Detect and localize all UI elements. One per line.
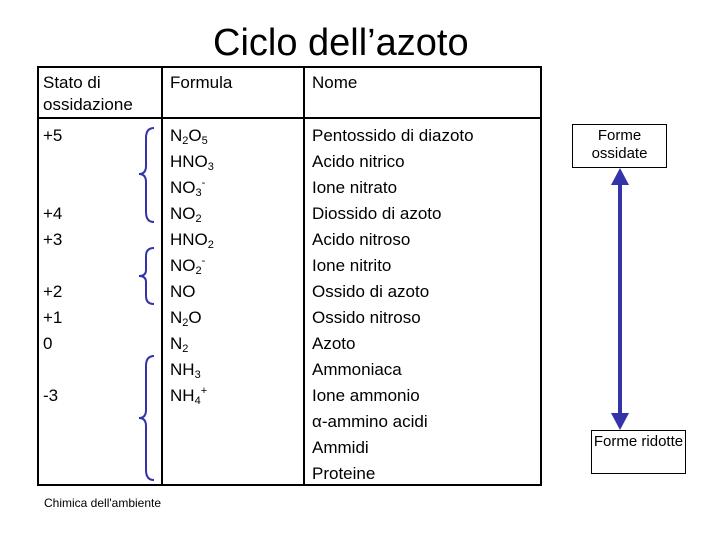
brace-oxidized-icon bbox=[139, 128, 154, 222]
formula-base: NO bbox=[170, 282, 196, 301]
compound-name: Acido nitroso bbox=[312, 230, 411, 249]
formula-sup: - bbox=[201, 177, 206, 189]
formula-cell bbox=[170, 149, 214, 175]
header-oxidation bbox=[43, 72, 133, 116]
formula-base: N bbox=[170, 308, 183, 327]
formula-base: N bbox=[170, 334, 183, 353]
formula-sub1: 2 bbox=[195, 213, 202, 225]
oxidation-state: +5 bbox=[43, 126, 63, 145]
formula-base: HNO bbox=[170, 152, 208, 171]
formula-sub1: 3 bbox=[207, 161, 214, 173]
footer-text: Chimica dell'ambiente bbox=[44, 496, 162, 510]
formula-sub1: 2 bbox=[195, 265, 202, 277]
formula-sub1: 3 bbox=[194, 369, 201, 381]
formula-sub1: 2 bbox=[182, 343, 189, 355]
oxidized-forms-label: Forme ossidate bbox=[572, 124, 667, 168]
compound-name: Acido nitrico bbox=[312, 152, 405, 171]
formula-cell bbox=[170, 253, 205, 279]
formula-sub1: 3 bbox=[195, 187, 202, 199]
arrow-up-icon bbox=[611, 168, 629, 185]
formula-sub2: 5 bbox=[201, 135, 208, 147]
header-oxidation-line1: Stato di bbox=[43, 73, 101, 92]
formula-cell bbox=[170, 305, 202, 331]
reduced-forms-label: Forme ridotte bbox=[591, 430, 686, 474]
oxidation-state: 0 bbox=[43, 334, 53, 353]
formula-base: N bbox=[170, 126, 183, 145]
formula-base: HNO bbox=[170, 230, 208, 249]
compound-name: Diossido di azoto bbox=[312, 204, 442, 223]
oxidation-state: +2 bbox=[43, 282, 63, 301]
compound-name: Ammoniaca bbox=[312, 360, 402, 379]
formula-mid: O bbox=[188, 126, 202, 145]
header-formula: Formula bbox=[170, 73, 233, 92]
slide-title: Ciclo dell’azoto bbox=[213, 22, 469, 64]
formula-base: NO bbox=[170, 178, 196, 197]
brace-group bbox=[135, 126, 157, 486]
column-divider-1 bbox=[161, 68, 163, 484]
oxidation-state: +4 bbox=[43, 204, 63, 223]
compound-name: Ossido nitroso bbox=[312, 308, 421, 327]
compound-name: Azoto bbox=[312, 334, 356, 353]
brace-middle-icon bbox=[139, 248, 154, 304]
formula-sub1: 2 bbox=[207, 239, 214, 251]
compound-name: Ione nitrito bbox=[312, 256, 392, 275]
formula-sub1: 2 bbox=[182, 135, 189, 147]
brace-reduced-icon bbox=[139, 356, 154, 480]
formula-cell bbox=[170, 175, 205, 201]
header-oxidation-line2: ossidazione bbox=[43, 95, 133, 114]
oxidation-scale-arrow bbox=[608, 168, 632, 430]
formula-cell bbox=[170, 279, 196, 305]
oxidation-state: +3 bbox=[43, 230, 63, 249]
formula-sup: - bbox=[201, 255, 206, 267]
compound-name: α-ammino acidi bbox=[312, 412, 428, 431]
compound-name: Proteine bbox=[312, 464, 376, 483]
nitrogen-table bbox=[37, 66, 542, 486]
header-divider bbox=[39, 117, 540, 119]
formula-sub1: 4 bbox=[194, 395, 201, 407]
formula-cell bbox=[170, 357, 201, 383]
formula-base: NO bbox=[170, 256, 196, 275]
compound-name: Ossido di azoto bbox=[312, 282, 430, 301]
formula-sup: + bbox=[200, 385, 208, 397]
compound-name: Ione nitrato bbox=[312, 178, 398, 197]
formula-cell bbox=[170, 383, 207, 409]
arrow-down-icon bbox=[611, 413, 629, 430]
formula-base: NO bbox=[170, 204, 196, 223]
header-name: Nome bbox=[312, 73, 358, 92]
compound-name: Ione ammonio bbox=[312, 386, 420, 405]
compound-name: Pentossido di diazoto bbox=[312, 126, 474, 145]
compound-name: Ammidi bbox=[312, 438, 369, 457]
oxidation-state: -3 bbox=[43, 386, 59, 405]
formula-base: NH bbox=[170, 360, 195, 379]
formula-cell bbox=[170, 331, 188, 357]
formula-cell bbox=[170, 201, 202, 227]
oxidation-state: +1 bbox=[43, 308, 63, 327]
column-divider-2 bbox=[303, 68, 305, 484]
formula-cell bbox=[170, 123, 208, 149]
formula-cell bbox=[170, 227, 214, 253]
formula-mid: O bbox=[188, 308, 202, 327]
formula-base: NH bbox=[170, 386, 195, 405]
formula-sub1: 2 bbox=[182, 317, 189, 329]
